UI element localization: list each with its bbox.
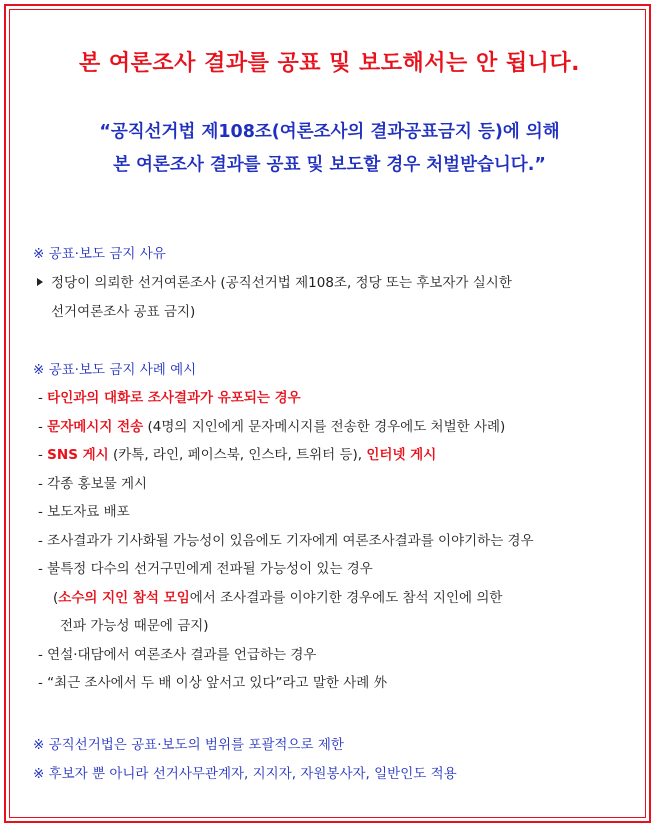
example-item-2: - 문자메시지 전송 (4명의 지인에게 문자메시지를 전송한 경우에도 처벌한 사례) (38, 419, 506, 435)
example-item-7-detail-2: 전파 가능성 때문에 금지) (60, 618, 209, 634)
reason-heading: ※ 공표·보도 금지 사유 (33, 246, 166, 262)
warning-title: 본 여론조사 결과를 공표 및 보도해서는 안 됩니다. (78, 51, 580, 76)
triangle-bullet-icon (37, 278, 43, 286)
reason-text-line-2: 선거여론조사 공표 금지) (51, 304, 196, 320)
note-applicability: ※ 후보자 뿐 아니라 선거사무관계자, 지지자, 자원봉사자, 일반인도 적용 (33, 766, 457, 782)
legal-notice-line-2: 본 여론조사 결과를 공표 및 보도할 경우 처벌받습니다.” (113, 155, 546, 175)
example-item-7-detail-1: (소수의 지인 참석 모임에서 조사결과를 이야기한 경우에도 참석 지인에 의한 (53, 590, 503, 606)
example-item-6: - 조사결과가 기사화될 가능성이 있음에도 기자에게 여론조사결과를 이야기하는 경우 (38, 533, 534, 549)
example-item-5: - 보도자료 배포 (38, 504, 130, 520)
example-item-4: - 각종 홍보물 게시 (38, 476, 148, 492)
examples-heading: ※ 공표·보도 금지 사례 예시 (33, 362, 197, 378)
reason-bullet (37, 271, 512, 291)
example-item-9: - “최근 조사에서 두 배 이상 앞서고 있다”라고 말한 사례 外 (38, 675, 388, 691)
example-item-8: - 연설·대담에서 여론조사 결과를 언급하는 경우 (38, 647, 317, 663)
legal-notice-line-1: “공직선거법 제108조(여론조사의 결과공표금지 등)에 의해 (99, 122, 560, 142)
example-item-7: - 불특정 다수의 선거구민에게 전파될 가능성이 있는 경우 (38, 561, 373, 577)
example-item-1: - 타인과의 대화로 조사결과가 유포되는 경우 (38, 390, 301, 406)
example-item-3: - SNS 게시 (카톡, 라인, 페이스북, 인스타, 트위터 등), 인터넷 게시 (38, 447, 437, 463)
reason-text-line-1: 정당이 의뢰한 선거여론조사 (공직선거법 제108조, 정당 또는 후보자가 실시한 (51, 275, 512, 291)
note-scope: ※ 공직선거법은 공표·보도의 범위를 포괄적으로 제한 (33, 737, 344, 753)
